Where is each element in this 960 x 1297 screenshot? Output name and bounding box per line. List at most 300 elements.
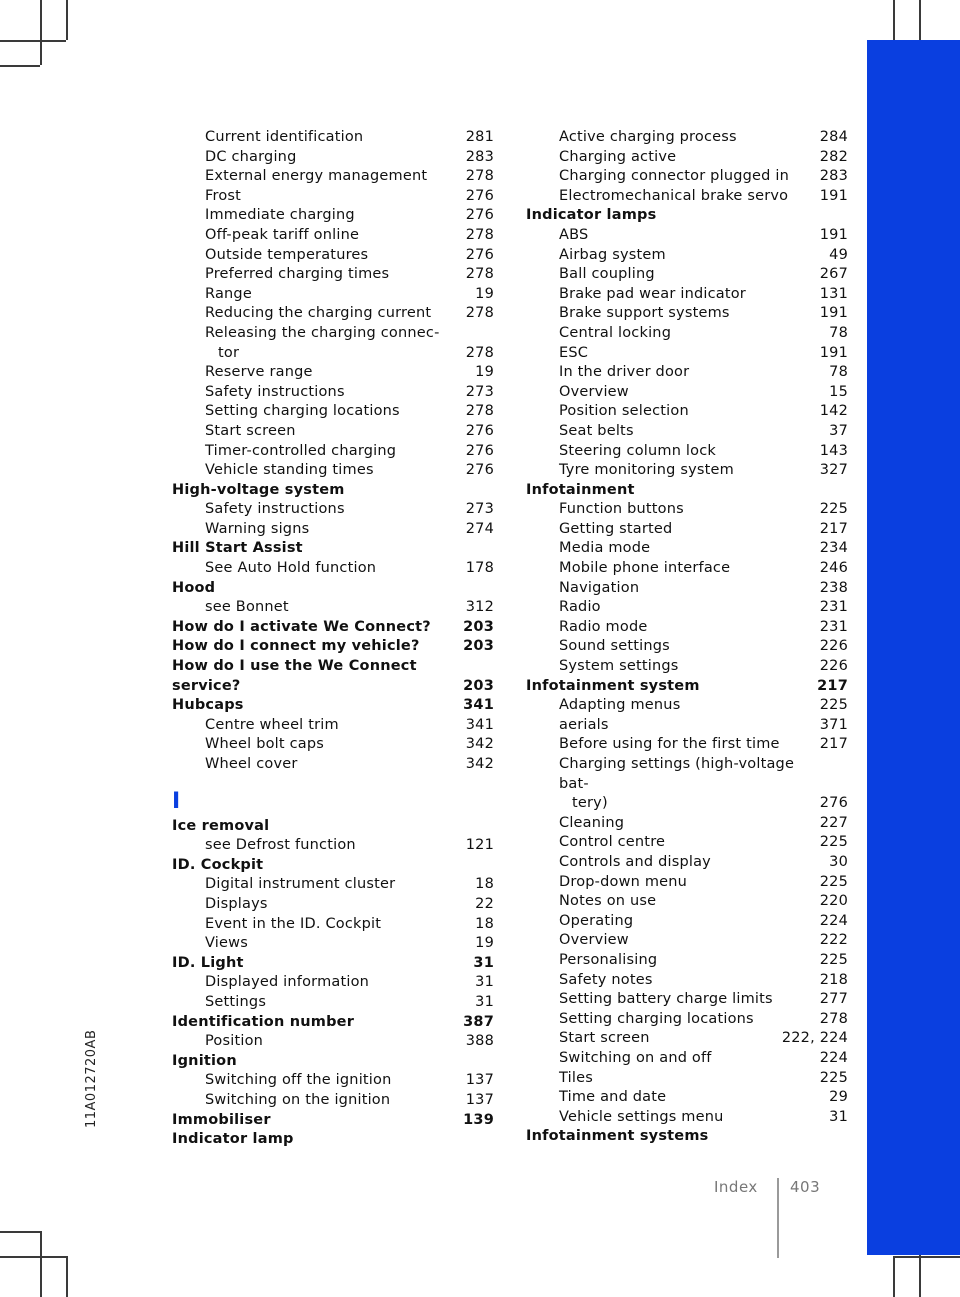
page-reference: 238 [819, 579, 848, 596]
entry-text: Vehicle standing times [205, 462, 374, 479]
page-reference: 121 [465, 837, 494, 854]
entry-text: Operating [559, 912, 634, 929]
page-reference: 225 [819, 834, 848, 851]
page-reference: 49 [829, 246, 848, 263]
index-subentry [172, 716, 494, 736]
entry-text: Current identification [205, 129, 364, 145]
page-reference: 18 [475, 915, 494, 932]
entry-text: Brake pad wear indicator [559, 285, 746, 302]
page-reference: 31 [829, 1108, 848, 1125]
index-subentry [172, 422, 494, 442]
page-reference: 191 [819, 226, 848, 243]
page-reference: 218 [819, 971, 848, 988]
index-subentry [526, 716, 848, 736]
page-reference: 371 [819, 716, 848, 733]
page-reference: 283 [819, 168, 848, 185]
page-reference: 276 [465, 462, 494, 479]
page-reference: 278 [465, 226, 494, 243]
entry-text: How do I use the We Connect service? [172, 658, 417, 694]
index-subentry [172, 1032, 494, 1052]
entry-text: Media mode [559, 540, 651, 557]
page-reference: 137 [465, 1072, 494, 1089]
page-reference: 276 [819, 795, 848, 812]
index-subentry [526, 990, 848, 1010]
page-reference: 327 [819, 462, 848, 479]
crop-mark [0, 1231, 40, 1233]
index-subentry [526, 1069, 848, 1089]
page-reference: 191 [819, 344, 848, 361]
page-reference: 225 [819, 501, 848, 518]
footer-page-number: 403 [790, 1178, 821, 1196]
index-subentry [172, 500, 494, 520]
index-subentry [526, 853, 848, 873]
index-entry [526, 1127, 848, 1147]
index-subentry [172, 206, 494, 226]
page-reference: 231 [819, 618, 848, 635]
page-reference: 388 [465, 1033, 494, 1050]
entry-text: Hubcaps [172, 697, 244, 714]
index-entry [172, 817, 494, 837]
page-reference: 78 [829, 324, 848, 341]
entry-text: Navigation [559, 579, 640, 596]
page-reference: 19 [475, 285, 494, 302]
entry-text: How do I connect my vehicle? [172, 638, 420, 655]
entry-text: Radio [559, 599, 601, 616]
entry-text: Personalising [559, 951, 658, 968]
index-subentry [172, 836, 494, 856]
page-reference: 342 [465, 736, 494, 753]
page-reference: 203 [463, 638, 494, 655]
entry-text: Vehicle settings menu [559, 1108, 724, 1125]
index-subentry [172, 875, 494, 895]
page-reference: 203 [463, 677, 494, 694]
entry-text: Ice removal [172, 817, 270, 834]
entry-text: Central locking [559, 324, 672, 341]
entry-text: Tyre monitoring system [559, 462, 734, 479]
index-entry [172, 618, 494, 638]
index-entry [172, 954, 494, 974]
index-column-left [172, 128, 494, 1150]
page-reference: 278 [465, 403, 494, 420]
entry-text: High-voltage system [172, 481, 345, 498]
page-reference: 231 [819, 599, 848, 616]
page-reference: 31 [475, 993, 494, 1010]
entry-text: Immobiliser [172, 1111, 271, 1128]
crop-mark [893, 1256, 895, 1297]
index-subentry [172, 973, 494, 993]
entry-text: Start screen [559, 1030, 650, 1047]
page-reference: 341 [463, 697, 494, 714]
entry-text: ID. Cockpit [172, 856, 264, 873]
page-reference: 225 [819, 951, 848, 968]
index-section-letter: I [172, 788, 181, 814]
entry-text: Infotainment [526, 481, 635, 498]
page-reference: 131 [819, 285, 848, 302]
index-subentry [526, 344, 848, 364]
entry-text: Cleaning [559, 814, 625, 831]
index-subentry [172, 934, 494, 954]
entry-text: Infotainment systems [526, 1128, 709, 1145]
index-subentry [526, 1108, 848, 1128]
entry-text: Immediate charging [205, 207, 355, 224]
entry-text: Charging connector plugged in [559, 168, 789, 185]
page-reference: 191 [819, 305, 848, 322]
entry-text: Control centre [559, 834, 666, 851]
entry-text: Switching on the ignition [205, 1091, 391, 1108]
entry-text: Time and date [559, 1089, 667, 1106]
entry-text: Getting started [559, 520, 673, 537]
index-subentry [526, 187, 848, 207]
index-subentry [526, 912, 848, 932]
entry-text: Setting battery charge limits [559, 991, 773, 1008]
page-reference: 226 [819, 638, 848, 655]
entry-text [172, 324, 460, 363]
index-subentry [172, 461, 494, 481]
entry-text: Setting charging locations [559, 1010, 754, 1027]
entry-text: Charging active [559, 148, 677, 165]
index-entry [172, 579, 494, 599]
index-subentry [526, 1088, 848, 1108]
index-subentry [526, 1049, 848, 1069]
page-reference: 31 [473, 954, 494, 971]
index-subentry [526, 148, 848, 168]
page-reference: 387 [463, 1013, 494, 1030]
entry-text: ABS [559, 226, 589, 243]
page-reference: 278 [465, 266, 494, 283]
index-subentry [172, 993, 494, 1013]
index-subentry [526, 285, 848, 305]
index-subentry [526, 637, 848, 657]
page-reference: 273 [465, 383, 494, 400]
index-subentry [172, 363, 494, 383]
entry-text: System settings [559, 658, 679, 675]
crop-mark [893, 1256, 960, 1258]
entry-text: Reducing the charging current [205, 305, 432, 322]
index-subentry [172, 1071, 494, 1091]
index-subentry [172, 167, 494, 187]
entry-text: Timer-controlled charging [205, 442, 397, 459]
page-reference: 284 [819, 129, 848, 145]
entry-text: In the driver door [559, 364, 690, 381]
entry-text: Reserve range [205, 364, 313, 381]
page-reference: 191 [819, 187, 848, 204]
entry-text: ESC [559, 344, 589, 361]
page-reference: 342 [465, 756, 494, 772]
index-subentry [172, 520, 494, 540]
index-subentry [526, 304, 848, 324]
entry-text-continuation: tor [218, 344, 240, 361]
crop-mark [66, 1256, 68, 1297]
page-reference: 222 [819, 932, 848, 949]
page-reference: 278 [819, 1010, 848, 1027]
page-reference: 220 [819, 893, 848, 910]
index-subentry [172, 402, 494, 422]
page-reference: 234 [819, 540, 848, 557]
entry-text: See Auto Hold function [205, 560, 377, 577]
entry-text-continuation: tery) [572, 795, 608, 812]
entry-text: Wheel bolt caps [205, 736, 325, 753]
index-subentry [172, 226, 494, 246]
page-reference: 222, 224 [781, 1030, 848, 1047]
entry-text: Sound settings [559, 638, 670, 655]
entry-text: Outside temperatures [205, 246, 369, 263]
entry-text: Range [205, 285, 252, 302]
index-subentry [172, 755, 494, 775]
index-subentry [526, 892, 848, 912]
entry-text: Preferred charging times [205, 266, 390, 283]
entry-text: Airbag system [559, 246, 666, 263]
index-subentry [526, 539, 848, 559]
entry-text: Controls and display [559, 853, 711, 870]
page-reference: 227 [819, 814, 848, 831]
chapter-tab [867, 40, 960, 1255]
page-reference: 19 [475, 935, 494, 952]
page-reference: 29 [829, 1089, 848, 1106]
index-subentry [526, 1010, 848, 1030]
index-entry [526, 206, 848, 226]
index-subentry [526, 226, 848, 246]
page-reference: 15 [829, 383, 848, 400]
index-entry [172, 696, 494, 716]
index-entry [172, 637, 494, 657]
page-reference: 142 [819, 403, 848, 420]
page-reference: 312 [465, 599, 494, 616]
page-reference: 19 [475, 364, 494, 381]
index-subentry [172, 442, 494, 462]
index-subentry [172, 246, 494, 266]
footer-section-label: Index [714, 1178, 758, 1196]
page-reference: 217 [819, 520, 848, 537]
index-subentry [172, 187, 494, 207]
index-subentry [526, 246, 848, 266]
page-reference: 341 [465, 716, 494, 733]
entry-text: Infotainment system [526, 677, 700, 694]
entry-text: Before using for the first time [559, 736, 780, 753]
entry-text: Settings [205, 993, 267, 1010]
page-reference: 225 [819, 873, 848, 890]
page-reference: 217 [817, 677, 848, 694]
crop-mark [0, 40, 66, 42]
entry-text: Radio mode [559, 618, 648, 635]
entry-text: Wheel cover [205, 756, 298, 772]
entry-text: Hood [172, 579, 216, 596]
index-subentry [526, 971, 848, 991]
index-subentry [526, 598, 848, 618]
page-reference: 225 [819, 697, 848, 714]
entry-text: Frost [205, 187, 242, 204]
entry-text: Brake support systems [559, 305, 730, 322]
page-reference: 278 [465, 168, 494, 185]
entry-text: Indicator lamps [526, 207, 657, 224]
entry-text: Ignition [172, 1052, 237, 1069]
index-subentry [172, 1091, 494, 1111]
index-subentry [526, 324, 848, 344]
entry-text: Hill Start Assist [172, 540, 303, 557]
index-subentry [526, 1029, 848, 1049]
page-reference: 276 [465, 442, 494, 459]
entry-text: Steering column lock [559, 442, 716, 459]
index-subentry [172, 128, 494, 148]
page-reference: 283 [465, 148, 494, 165]
page-reference: 217 [819, 736, 848, 753]
entry-text: Safety instructions [205, 501, 345, 518]
index-subentry [172, 895, 494, 915]
entry-text: Overview [559, 383, 629, 400]
crop-mark [0, 65, 40, 67]
entry-text-line: Charging settings (high-voltage bat- [559, 756, 795, 792]
crop-mark [40, 0, 42, 65]
entry-text: Centre wheel trim [205, 716, 339, 733]
entry-text: Function buttons [559, 501, 684, 518]
index-subentry [172, 265, 494, 285]
index-subentry [526, 442, 848, 462]
crop-mark [0, 1256, 66, 1258]
entry-text: Identification number [172, 1013, 355, 1030]
index-entry [172, 1052, 494, 1072]
entry-text: Drop-down menu [559, 873, 688, 890]
page-reference: 224 [819, 912, 848, 929]
index-subentry [526, 618, 848, 638]
index-subentry [526, 755, 848, 814]
index-subentry [172, 559, 494, 579]
document-code: 11A012720AB [84, 1029, 99, 1128]
page-reference: 276 [465, 207, 494, 224]
entry-text: Notes on use [559, 893, 657, 910]
entry-text: Switching on and off [559, 1049, 712, 1066]
page-reference: 276 [465, 187, 494, 204]
index-subentry [526, 363, 848, 383]
page-reference: 31 [475, 974, 494, 991]
index-subentry [172, 598, 494, 618]
page-reference: 278 [465, 305, 494, 322]
entry-text: Ball coupling [559, 266, 655, 283]
index-subentry [526, 873, 848, 893]
entry-text: Displays [205, 895, 268, 912]
entry-text: Position [205, 1033, 264, 1050]
page-reference: 143 [819, 442, 848, 459]
index-entry [172, 481, 494, 501]
entry-text: Setting charging locations [205, 403, 400, 420]
index-subentry [526, 657, 848, 677]
index-subentry [172, 148, 494, 168]
page-reference: 276 [465, 422, 494, 439]
entry-text: aerials [559, 716, 609, 733]
entry-text: Indicator lamp [172, 1131, 294, 1148]
page-reference: 278 [465, 344, 494, 361]
entry-text: Displayed information [205, 974, 370, 991]
index-subentry [526, 814, 848, 834]
entry-text: Tiles [559, 1069, 593, 1086]
entry-text: Seat belts [559, 422, 634, 439]
index-subentry [526, 833, 848, 853]
entry-text: Switching off the ignition [205, 1072, 392, 1089]
index-subentry [526, 520, 848, 540]
index-entry [526, 481, 848, 501]
index-entry [172, 856, 494, 876]
entry-text: ID. Light [172, 954, 244, 971]
index-entry [172, 1013, 494, 1033]
footer-divider [777, 1178, 779, 1258]
entry-text: Position selection [559, 403, 689, 420]
entry-text: Adapting menus [559, 697, 681, 714]
page-reference: 274 [465, 520, 494, 537]
index-subentry [526, 128, 848, 148]
index-subentry [526, 735, 848, 755]
entry-text: Active charging process [559, 129, 737, 145]
crop-mark [893, 0, 895, 40]
index-column-right [526, 128, 848, 1147]
page-reference: 137 [465, 1091, 494, 1108]
entry-text: Overview [559, 932, 629, 949]
entry-text: Electromechanical brake servo [559, 187, 789, 204]
page-reference: 37 [829, 422, 848, 439]
entry-text: Warning signs [205, 520, 310, 537]
page-reference: 282 [819, 148, 848, 165]
page-reference: 246 [819, 560, 848, 577]
index-subentry [172, 915, 494, 935]
entry-text: External energy management [205, 168, 428, 185]
page-reference: 273 [465, 501, 494, 518]
index-subentry [172, 383, 494, 403]
index-subentry [172, 324, 494, 363]
index-entry [172, 657, 494, 696]
entry-text: Mobile phone interface [559, 560, 731, 577]
page-reference: 281 [465, 129, 494, 145]
page-reference: 203 [463, 618, 494, 635]
index-subentry [526, 422, 848, 442]
index-subentry [526, 265, 848, 285]
entry-text: Safety notes [559, 971, 653, 988]
entry-text: DC charging [205, 148, 297, 165]
index-subentry [172, 735, 494, 755]
index-subentry [526, 402, 848, 422]
index-entry [526, 677, 848, 697]
crop-mark [66, 0, 68, 40]
index-subentry [526, 579, 848, 599]
page-reference: 225 [819, 1069, 848, 1086]
page-reference: 139 [463, 1111, 494, 1128]
entry-text: Off-peak tariff online [205, 226, 360, 243]
entry-text: Start screen [205, 422, 296, 439]
page-reference: 267 [819, 266, 848, 283]
page-reference: 276 [465, 246, 494, 263]
page-reference: 226 [819, 658, 848, 675]
page-reference: 78 [829, 364, 848, 381]
page-reference: 30 [829, 853, 848, 870]
page-reference: 178 [465, 560, 494, 577]
entry-text: Event in the ID. Cockpit [205, 915, 382, 932]
entry-text-line: Releasing the charging connec- [205, 324, 440, 341]
index-subentry [526, 696, 848, 716]
index-subentry [526, 951, 848, 971]
entry-text [526, 755, 814, 814]
entry-text: Digital instrument cluster [205, 876, 396, 893]
index-subentry [526, 167, 848, 187]
index-entry [172, 539, 494, 559]
index-subentry [526, 461, 848, 481]
entry-text: Views [205, 935, 248, 952]
page-reference: 277 [819, 991, 848, 1008]
index-subentry [172, 285, 494, 305]
index-subentry [526, 383, 848, 403]
index-entry [172, 1130, 494, 1150]
index-subentry [526, 559, 848, 579]
page-reference: 18 [475, 876, 494, 893]
entry-text: How do I activate We Connect? [172, 618, 431, 635]
crop-mark [40, 1231, 42, 1297]
page-reference: 22 [475, 895, 494, 912]
index-subentry [172, 304, 494, 324]
